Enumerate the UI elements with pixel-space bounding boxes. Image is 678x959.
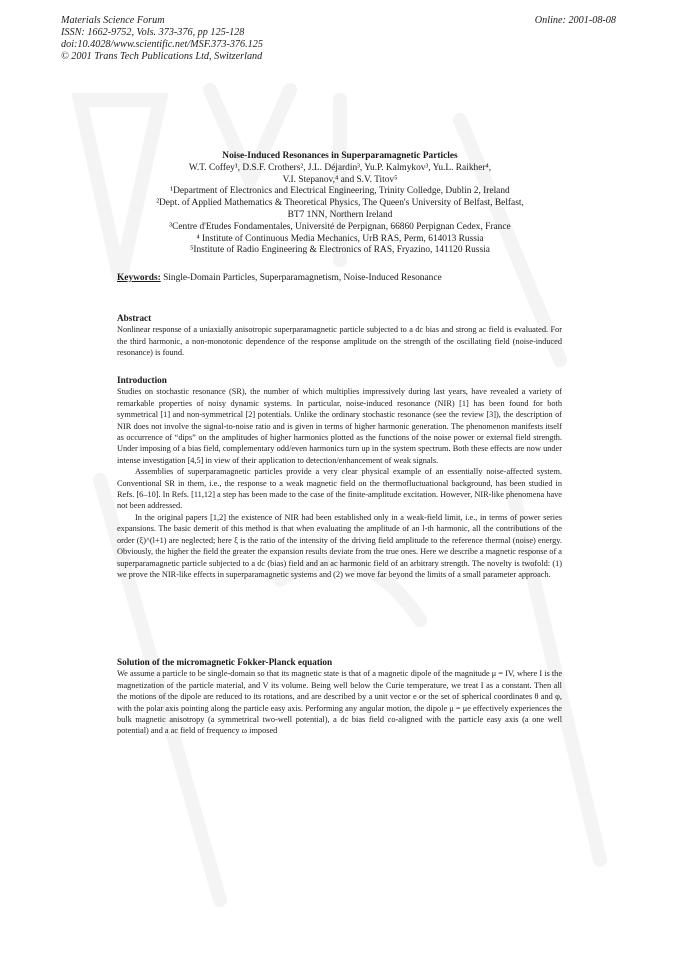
keywords-text: Single-Domain Particles, Superparamagnetism, Noise-Induced Resonance — [160, 273, 442, 283]
doi-line: doi:10.4028/www.scientific.net/MSF.373-376.125 — [61, 39, 263, 50]
affiliation-line: BT7 1NN, Northern Ireland — [287, 209, 393, 220]
affiliation-line: ⁴ Institute of Continuous Media Mechanics, UrB RAS, Perm, 614013 Russia — [196, 233, 484, 244]
title-block — [110, 151, 570, 257]
paragraph: We assume a particle to be single-domain so that its magnetic state is that of a magnetic dipole of the magnitude μ = IV, where I is the magnetization of the particle material, and V its volume. Being well below the Curie temperature, we treat I as a constant. Then all the motions of the dipole are reduced to its rotations, and are described by a unit vector e or the set of spherical coordinates θ and φ, with the polar axis pointing along the particle easy axis. Performing any angular motion, the dipole μ = μe effectively experiences the bulk magnetic anisotropy (a symmetrical two-well potential), a dc bias field co-aligned with the particle easy axis (a one well potential) and a ac field of frequency ω imposed — [117, 669, 562, 736]
journal-header — [61, 15, 263, 63]
paper-title: Noise-Induced Resonances in Superparamagnetic Particles — [222, 151, 458, 161]
affiliation-line: ¹Department of Electronics and Electrical Engineering, Trinity Colledge, Dublin 2, Ireland — [170, 186, 510, 197]
author-line: W.T. Coffey¹, D.S.F. Crothers², J.L. Déjardin³, Yu.P. Kalmykov³, Yu.L. Raikher⁴, — [188, 162, 492, 173]
issn-line: ISSN: 1662-9752, Vols. 373-376, pp 125-128 — [61, 27, 245, 38]
affiliation-line: ⁵Institute of Radio Engineering & Electronics of RAS, Fryazino, 141120 Russia — [190, 245, 490, 256]
journal-name: Materials Science Forum — [61, 15, 165, 26]
author-line: V.I. Stepanov,⁴ and S.V. Titov⁵ — [282, 174, 398, 185]
copyright-line: © 2001 Trans Tech Publications Ltd, Switzerland — [61, 51, 263, 62]
keywords-line — [117, 272, 442, 284]
abstract-heading: Abstract — [117, 313, 152, 323]
introduction-heading: Introduction — [117, 375, 167, 385]
paragraph: In the original papers [1,2] the existence of NIR had been established only in a weak-field limit, i.e., in terms of power series expansions. The basic demerit of this method is that when evaluating the amplitude of an l-th harmonic, all the contributions of the order (ξ)^(l+1) are neglected; here ξ is the ratio of the intensity of the driving field amplitude to the reference thermal (noise) energy. Obviously, the higher the field the greater the expansion results deviate from the true ones. Here we describe a magnetic response of a superparamagnetic particle subjected to a dc (bias) field and an ac harmonic field of an arbitrary strength. The novelty is twofold: (1) we prove the NIR-like effects in superparamagnetic systems and (2) we move far beyond the limits of a small parameter approach. — [117, 512, 562, 579]
paragraph: Studies on stochastic resonance (SR), the number of which multiplies impressively during last years, have revealed a variety of remarkable properties of noisy dynamic systems. In particular, noise-induced resonance (NIR) [1] has been found for both symmetrical [1] and non-symmetrical [2] potentials. Unlike the ordinary stochastic resonance (see the review [3]), the description of NIR does not involve the signal-to-noise ratio and is given in terms of higher harmonic generation. The phenomenon manifests itself as occurrence of “dips” on the amplitudes of higher harmonics plotted as the functions of the noise power or external field strength. Under imposing of a bias field, complementary odd/even harmonics turn up in the system spectrum. Both these effects are now under intense investigation [4,5] in view of their application to detection/enhancement of weak signals. — [117, 387, 562, 465]
abstract-section — [117, 313, 562, 359]
abstract-text: Nonlinear response of a uniaxially anisotropic superparamagnetic particle subjected to a dc bias and strong ac field is evaluated. For the third harmonic, a non-monotonic dependence of the response amplitude on the strength of the oscillating field (noise-induced resonance) is found. — [117, 325, 562, 358]
solution-section — [117, 657, 562, 737]
affiliation-line: ³Centre d'Etudes Fondamentales, Université de Perpignan, 66860 Perpignan Cedex, France — [169, 221, 511, 232]
affiliation-line: ²Dept. of Applied Mathematics & Theoretical Physics, The Queen's University of Belfast, Belfast, — [156, 198, 524, 209]
online-date: Online: 2001-08-08 — [534, 15, 616, 26]
paragraph: Assemblies of superparamagnetic particles provide a very clear physical example of an essentially noise-affected system. Conventional SR in them, i.e., the response to a weak magnetic field on the thermofluctuational background, has been studied in Refs. [6–10]. In Refs. [11,12] a step has been made to the case of the finite-amplitude excitation. However, NIR-like phenomena have not been addressed. — [117, 467, 562, 511]
solution-heading: Solution of the micromagnetic Fokker-Planck equation — [117, 657, 333, 667]
keywords-label: Keywords: — [117, 273, 161, 283]
introduction-section — [117, 375, 562, 580]
